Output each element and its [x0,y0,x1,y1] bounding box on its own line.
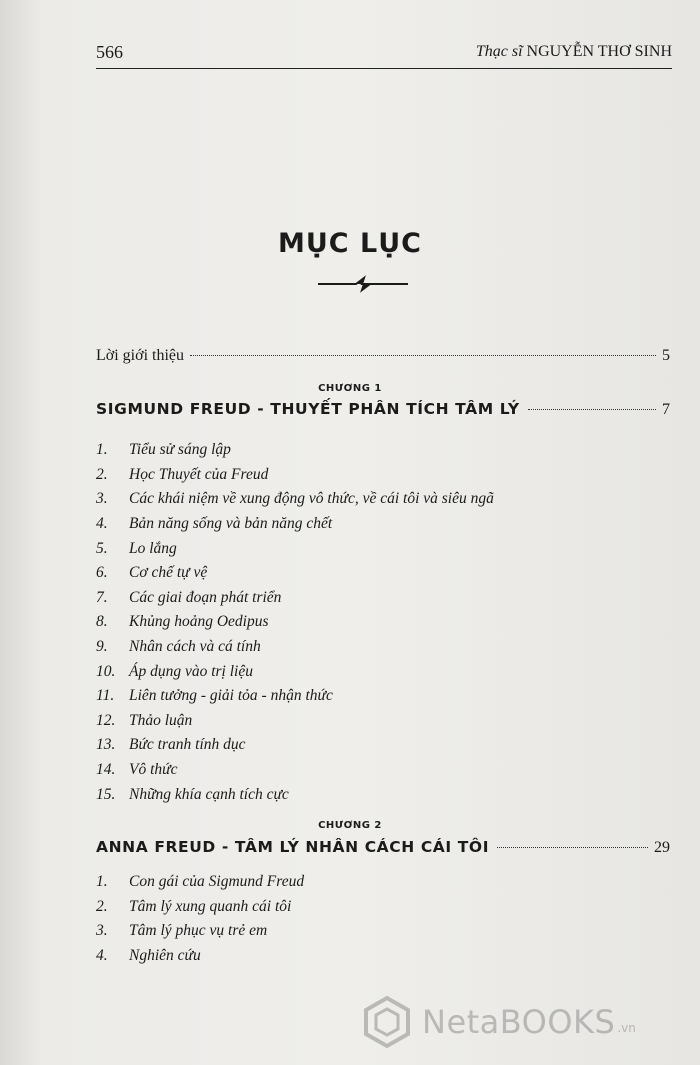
item-number: 4. [96,515,108,533]
page-header [96,38,672,69]
chapter-2-page: 29 [654,839,670,856]
list-item[interactable] [96,659,596,684]
author-title: Thạc sĩ [475,43,523,60]
item-number: 9. [96,638,108,656]
page-number: 566 [96,42,123,62]
chapter-2-title: ANNA FREUD - TÂM LÝ NHÂN CÁCH CÁI TÔI [96,838,490,856]
item-text: Bức tranh tính dục [129,736,246,754]
item-text: Tiểu sử sáng lập [129,441,231,459]
list-item[interactable] [96,758,596,783]
item-text: Liên tưởng - giải tỏa - nhận thức [129,687,333,705]
list-item[interactable] [96,709,596,734]
item-number: 12. [96,711,116,729]
list-item[interactable] [96,438,596,463]
list-item[interactable] [96,895,596,920]
netabooks-watermark [360,992,690,1052]
toc-entry-intro[interactable] [96,347,670,365]
item-number: 7. [96,588,108,606]
item-text: Các khái niệm về xung động vô thức, về cái tôi và siêu ngã [129,490,494,508]
dot-leader [497,847,648,848]
item-text: Thảo luận [129,711,193,729]
watermark-suffix: .vn [617,1021,636,1035]
watermark-brand: NetaBOOKS [422,1003,616,1041]
chapter-1-page: 7 [662,401,670,418]
dot-leader [528,409,656,410]
item-text: Lo lắng [129,539,177,557]
dot-leader [190,355,656,356]
item-text: Các giai đoạn phát triển [129,588,282,606]
author-name: NGUYỄN THƠ SINH [526,43,672,60]
item-number: 8. [96,613,108,631]
item-text: Nhân cách và cá tính [129,638,261,656]
list-item[interactable] [96,586,596,611]
item-number: 11. [96,687,115,705]
item-text: Bản năng sống và bản năng chết [129,515,333,533]
list-item[interactable] [96,733,596,758]
netabooks-logo-icon [360,995,414,1049]
item-number: 1. [96,873,108,891]
chapter-1-title: SIGMUND FREUD - THUYẾT PHÂN TÍCH TÂM LÝ [96,400,520,418]
item-text: Học Thuyết của Freud [129,465,269,483]
list-item[interactable] [96,561,596,586]
item-number: 6. [96,564,108,582]
item-number: 5. [96,539,108,557]
item-number: 3. [96,490,108,508]
item-number: 15. [96,785,116,803]
item-text: Khủng hoảng Oedipus [129,613,269,631]
list-item[interactable] [96,919,596,944]
zigzag-ornament-icon [318,275,408,293]
list-item[interactable] [96,635,596,660]
item-number: 1. [96,441,108,459]
item-text: Vô thức [129,761,178,779]
item-number: 4. [96,947,108,965]
list-item[interactable] [96,782,596,807]
item-text: Nghiên cứu [129,947,201,965]
item-number: 13. [96,736,116,754]
toc-entry-page: 5 [662,347,670,364]
list-item[interactable] [96,536,596,561]
item-number: 2. [96,897,108,915]
chapter-1-label: CHƯƠNG 1 [318,383,382,394]
toc-title: MỤC LỤC [278,228,422,259]
list-item[interactable] [96,870,596,895]
toc-entry-label: Lời giới thiệu [96,347,185,364]
list-item[interactable] [96,944,596,969]
chapter-2-label: CHƯƠNG 2 [318,820,382,831]
item-text: Áp dụng vào trị liệu [129,662,253,680]
list-item[interactable] [96,684,596,709]
chapter-2-entry[interactable] [96,838,670,857]
item-number: 14. [96,761,116,779]
item-number: 10. [96,662,116,680]
list-item[interactable] [96,463,596,488]
list-item[interactable] [96,610,596,635]
running-head [476,43,672,61]
list-item[interactable] [96,487,596,512]
item-text: Tâm lý phục vụ trẻ em [129,922,268,940]
item-number: 3. [96,922,108,940]
chapter-2-sections [96,870,596,968]
list-item[interactable] [96,512,596,537]
item-text: Tâm lý xung quanh cái tôi [129,897,292,915]
item-number: 2. [96,465,108,483]
item-text: Con gái của Sigmund Freud [129,873,305,891]
chapter-1-sections [96,438,596,807]
item-text: Những khía cạnh tích cực [129,785,289,803]
chapter-1-entry[interactable] [96,400,670,419]
item-text: Cơ chế tự vệ [129,564,208,582]
